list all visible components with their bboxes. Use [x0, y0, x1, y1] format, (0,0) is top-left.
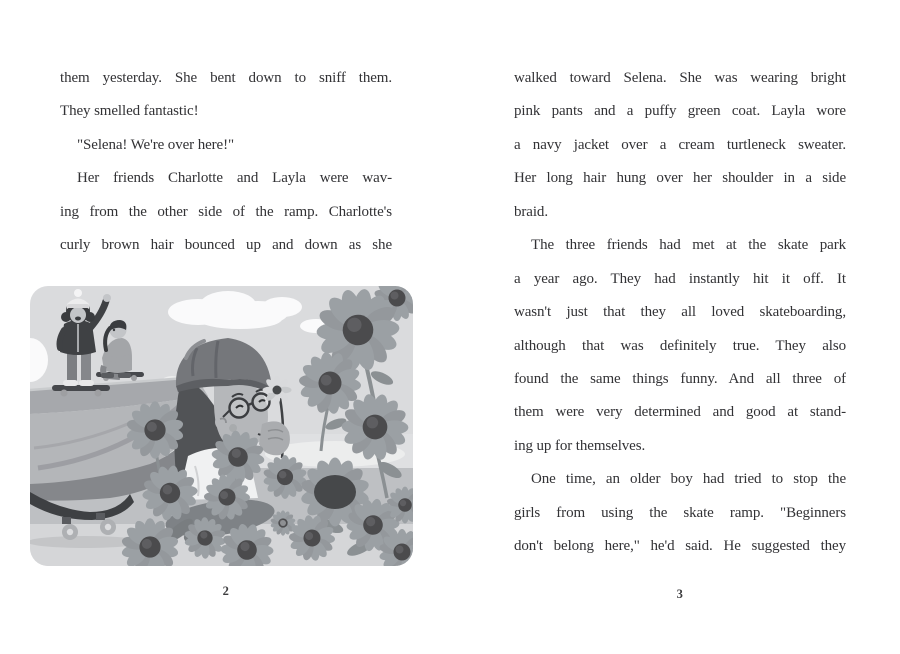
page-number-left: 2 — [222, 584, 230, 598]
small-flower-icon — [263, 376, 292, 405]
text-line: don't belong here," he'd said. He suggested they — [514, 538, 846, 555]
left-page-text-column — [60, 62, 392, 263]
page-number-right: 3 — [676, 587, 684, 601]
text-line: although that was definitely true. They also — [514, 337, 846, 354]
text-line: Her long hair hung over her shoulder in a side — [514, 170, 846, 187]
illustration-svg — [30, 286, 413, 566]
text-line: wasn't just that they all loved skateboarding, — [514, 304, 846, 321]
text-line: a year ago. They had instantly hit it off. It — [514, 270, 846, 287]
text-line: curly brown hair bounced up and down as she — [60, 237, 392, 254]
text-line: walked toward Selena. She was wearing bright — [514, 70, 846, 86]
text-line: ing from the other side of the ramp. Charlotte's — [60, 203, 392, 220]
illustration — [30, 286, 413, 566]
text-line: found the same things funny. And all three of — [514, 370, 846, 387]
text-line: One time, an older boy had tried to stop the — [531, 471, 846, 488]
text-line: pink pants and a puffy green coat. Layla wore — [514, 103, 846, 120]
text-line: girls from using the skate ramp. "Beginners — [514, 504, 846, 521]
text-line: "Selena! We're over here!" — [77, 136, 235, 153]
text-line: them yesterday. She bent down to sniff them. — [60, 70, 392, 86]
text-line: The three friends had met at the skate park — [531, 237, 846, 254]
text-line: them were very determined and good at stand- — [514, 404, 846, 421]
text-line: Her friends Charlotte and Layla were wav- — [77, 170, 392, 187]
right-page-text-column — [514, 62, 846, 564]
text-line: a navy jacket over a cream turtleneck sweater. — [514, 136, 846, 153]
text-line: They smelled fantastic! — [60, 103, 199, 120]
text-line: braid. — [514, 203, 548, 220]
text-line: ing up for themselves. — [514, 437, 646, 454]
